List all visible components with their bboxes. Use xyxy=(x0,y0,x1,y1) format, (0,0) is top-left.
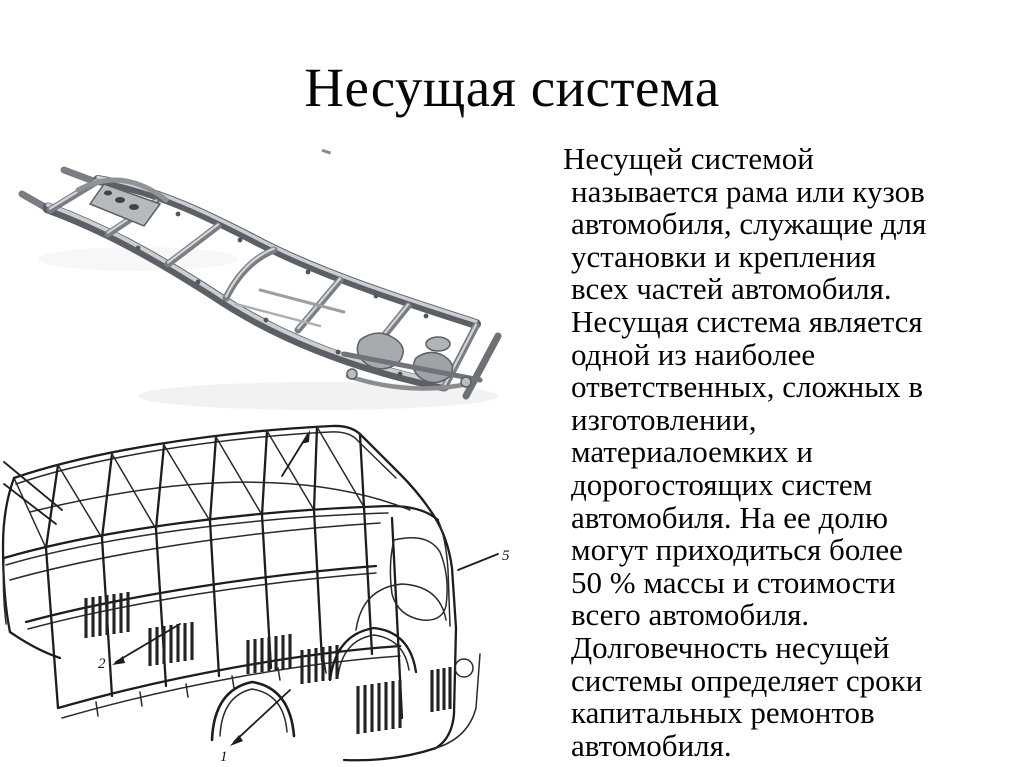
body-line: 50 % массы и стоимости xyxy=(571,564,896,600)
body-line: Несущей системой xyxy=(563,141,814,176)
chassis-frame-figure xyxy=(8,144,528,420)
body-line: установки и крепления xyxy=(571,238,876,274)
body-line: автомобиля. На ее долю xyxy=(571,499,889,535)
body-line: изготовлении, xyxy=(571,401,757,437)
body-line: всех частей автомобиля. xyxy=(571,271,892,307)
page-title: Несущая система xyxy=(304,57,720,118)
body-line: капитальных ремонтов xyxy=(571,695,875,731)
body-line: ответственных, сложных в xyxy=(571,369,923,405)
body-line: системы определяет сроки xyxy=(571,662,923,698)
side-frame xyxy=(10,507,402,718)
body-line: автомобиля. xyxy=(571,727,732,763)
frame-rails xyxy=(22,170,476,386)
callout-label-side: 2 xyxy=(98,656,106,672)
photo-artifact xyxy=(322,149,331,155)
roof-frame xyxy=(4,426,438,565)
arrowhead xyxy=(112,656,125,665)
body-line: Долговечность несущей xyxy=(571,629,890,665)
callout-label-base: 1 xyxy=(220,749,228,765)
body-text-block xyxy=(563,141,1021,763)
body-line: могут приходиться более xyxy=(571,532,903,568)
body-line: автомобиля, служащие для xyxy=(571,206,927,242)
bus-body-frame-image xyxy=(0,418,528,767)
arrowhead xyxy=(301,430,310,444)
body-line: Несущая система является xyxy=(571,303,923,339)
bus-body-frame-figure xyxy=(0,418,528,767)
chassis-frame-image xyxy=(8,144,528,420)
body-line: материалоемких и xyxy=(571,434,814,470)
callout-label-front: 5 xyxy=(502,548,510,564)
body-line: одной из наиболее xyxy=(571,336,816,372)
body-line: дорогостоящих систем xyxy=(571,466,873,502)
body-line: всего автомобиля. xyxy=(571,597,810,633)
body-line: называется рама или кузов xyxy=(571,173,925,209)
callout-leaders xyxy=(4,430,510,765)
